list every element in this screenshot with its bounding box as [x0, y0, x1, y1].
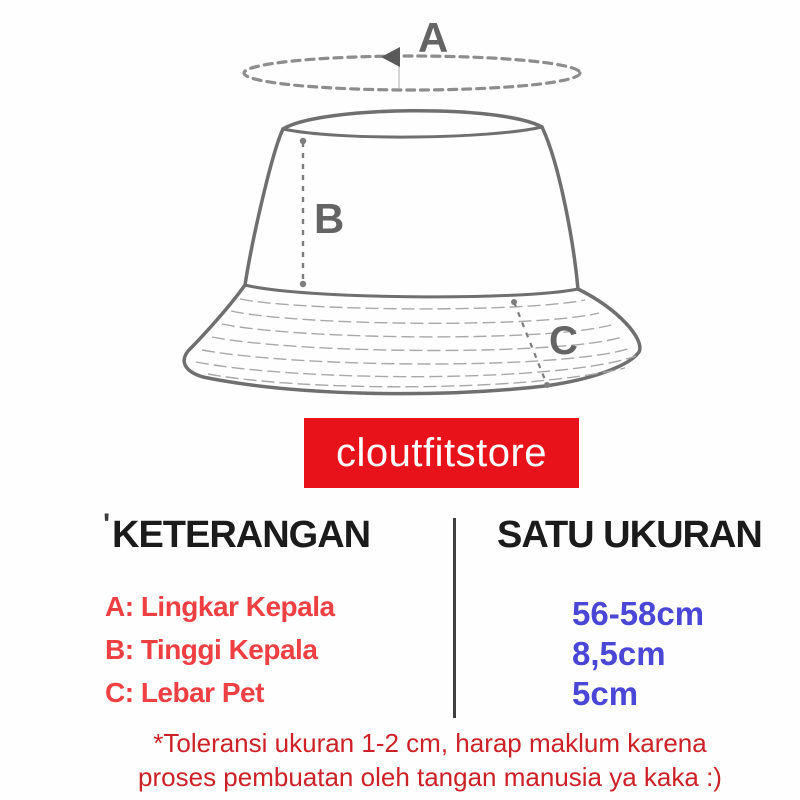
table-row-value-c: 5cm [572, 675, 639, 712]
measure-label-a: A [418, 14, 449, 61]
brand-name: cloutfitstore [335, 430, 548, 475]
tolerance-note-line1: *Toleransi ukuran 1-2 cm, harap maklum karena [153, 728, 707, 758]
measure-label-c: C [549, 319, 578, 363]
table-header-satu-ukuran: SATU UKURAN [497, 514, 762, 556]
table-row-value-a: 56-58cm [572, 595, 705, 632]
header-tick-mark: ' [103, 508, 111, 541]
measure-c-line [511, 299, 550, 388]
tolerance-note [55, 726, 800, 794]
measurement-values-column [572, 594, 704, 714]
table-row-value-b: 8,5cm [572, 635, 666, 672]
brand-banner [304, 418, 579, 488]
table-row-label-c: C: Lebar Pet [105, 677, 264, 708]
tolerance-note-line2: proses pembuatan oleh tangan manusia ya kaka :) [138, 762, 722, 792]
measure-a-arrowhead [381, 47, 400, 67]
table-row-label-b: B: Tinggi Kepala [105, 634, 318, 665]
table-row-label-a: A: Lingkar Kepala [105, 591, 335, 622]
table-column-divider [453, 518, 456, 718]
table-header-keterangan: KETERANGAN [112, 514, 371, 556]
measure-b-line [300, 138, 306, 287]
hat-crown [245, 111, 578, 297]
measurement-labels-column [105, 585, 335, 714]
measure-a-ellipse [244, 56, 580, 90]
measure-label-b: B [314, 195, 345, 242]
